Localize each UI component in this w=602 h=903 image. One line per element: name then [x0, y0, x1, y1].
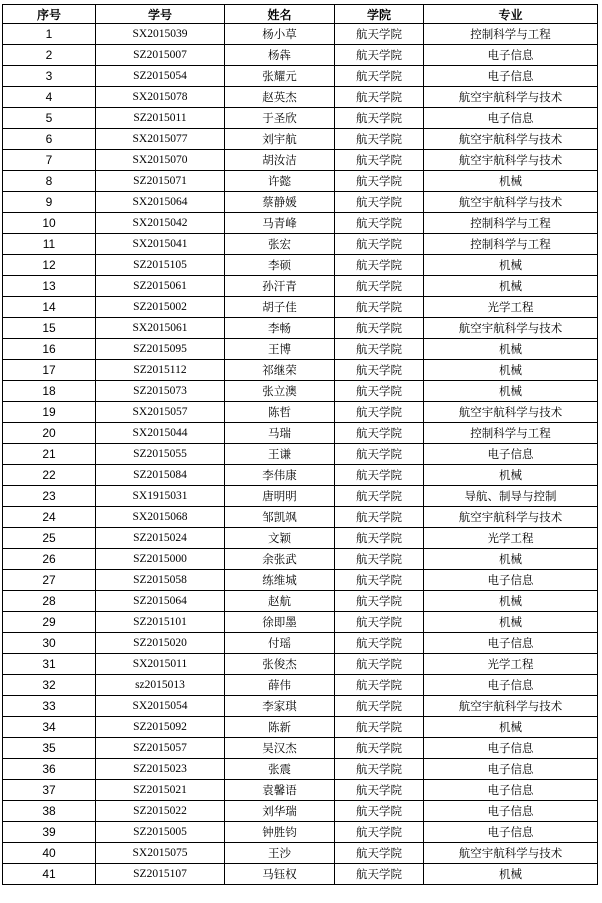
cell-index: 12 [3, 255, 96, 276]
cell-major: 机械 [424, 864, 598, 885]
cell-major: 控制科学与工程 [424, 234, 598, 255]
cell-name: 李硕 [225, 255, 335, 276]
table-row [3, 864, 598, 885]
cell-name: 付瑶 [225, 633, 335, 654]
cell-major: 航空宇航科学与技术 [424, 402, 598, 423]
cell-college: 航天学院 [335, 780, 424, 801]
cell-major: 控制科学与工程 [424, 423, 598, 444]
cell-index: 37 [3, 780, 96, 801]
cell-major: 机械 [424, 465, 598, 486]
cell-name: 赵航 [225, 591, 335, 612]
cell-major: 电子信息 [424, 822, 598, 843]
cell-college: 航天学院 [335, 255, 424, 276]
cell-college: 航天学院 [335, 444, 424, 465]
cell-college: 航天学院 [335, 360, 424, 381]
cell-college: 航天学院 [335, 423, 424, 444]
cell-student-id: SZ2015073 [96, 381, 225, 402]
cell-index: 25 [3, 528, 96, 549]
cell-student-id: SZ2015112 [96, 360, 225, 381]
cell-index: 14 [3, 297, 96, 318]
cell-name: 李家琪 [225, 696, 335, 717]
cell-index: 38 [3, 801, 96, 822]
cell-college: 航天学院 [335, 150, 424, 171]
cell-major: 机械 [424, 360, 598, 381]
cell-major: 电子信息 [424, 66, 598, 87]
cell-college: 航天学院 [335, 234, 424, 255]
cell-major: 机械 [424, 549, 598, 570]
table-row [3, 591, 598, 612]
cell-student-id: SZ2015054 [96, 66, 225, 87]
cell-major: 电子信息 [424, 444, 598, 465]
cell-name: 胡子佳 [225, 297, 335, 318]
cell-name: 孙汗青 [225, 276, 335, 297]
cell-student-id: SZ2015007 [96, 45, 225, 66]
cell-index: 2 [3, 45, 96, 66]
cell-index: 5 [3, 108, 96, 129]
cell-name: 陈哲 [225, 402, 335, 423]
table-row [3, 234, 598, 255]
table-row [3, 612, 598, 633]
cell-college: 航天学院 [335, 381, 424, 402]
cell-name: 祁继荣 [225, 360, 335, 381]
cell-major: 机械 [424, 255, 598, 276]
cell-major: 电子信息 [424, 738, 598, 759]
cell-index: 10 [3, 213, 96, 234]
table-row [3, 570, 598, 591]
cell-student-id: SZ2015023 [96, 759, 225, 780]
cell-student-id: SZ2015011 [96, 108, 225, 129]
cell-college: 航天学院 [335, 192, 424, 213]
cell-name: 李畅 [225, 318, 335, 339]
cell-index: 40 [3, 843, 96, 864]
cell-name: 张耀元 [225, 66, 335, 87]
cell-index: 26 [3, 549, 96, 570]
cell-major: 机械 [424, 591, 598, 612]
cell-name: 文颖 [225, 528, 335, 549]
table-row [3, 360, 598, 381]
cell-name: 刘宇航 [225, 129, 335, 150]
table-row [3, 843, 598, 864]
table-row [3, 402, 598, 423]
cell-student-id: SX2015041 [96, 234, 225, 255]
table-row [3, 276, 598, 297]
header-college: 学院 [335, 5, 424, 24]
cell-name: 张俊杰 [225, 654, 335, 675]
cell-college: 航天学院 [335, 570, 424, 591]
cell-major: 电子信息 [424, 570, 598, 591]
student-list-sheet [2, 4, 598, 885]
cell-name: 张立澳 [225, 381, 335, 402]
cell-student-id: SX2015039 [96, 24, 225, 45]
cell-student-id: SZ2015021 [96, 780, 225, 801]
cell-index: 15 [3, 318, 96, 339]
cell-major: 机械 [424, 612, 598, 633]
cell-name: 陈新 [225, 717, 335, 738]
table-header-row [3, 5, 598, 24]
cell-major: 航空宇航科学与技术 [424, 696, 598, 717]
cell-major: 机械 [424, 381, 598, 402]
cell-student-id: SX2015054 [96, 696, 225, 717]
cell-name: 胡汝洁 [225, 150, 335, 171]
cell-major: 电子信息 [424, 780, 598, 801]
header-major: 专业 [424, 5, 598, 24]
cell-major: 航空宇航科学与技术 [424, 150, 598, 171]
cell-name: 于圣欣 [225, 108, 335, 129]
cell-major: 航空宇航科学与技术 [424, 129, 598, 150]
cell-index: 30 [3, 633, 96, 654]
cell-student-id: SX2015042 [96, 213, 225, 234]
cell-student-id: SX2015068 [96, 507, 225, 528]
cell-student-id: SZ2015055 [96, 444, 225, 465]
cell-college: 航天学院 [335, 717, 424, 738]
cell-student-id: SX2015078 [96, 87, 225, 108]
cell-college: 航天学院 [335, 801, 424, 822]
cell-major: 航空宇航科学与技术 [424, 843, 598, 864]
cell-index: 22 [3, 465, 96, 486]
cell-student-id: SZ2015058 [96, 570, 225, 591]
cell-name: 刘华瑞 [225, 801, 335, 822]
cell-college: 航天学院 [335, 612, 424, 633]
cell-college: 航天学院 [335, 549, 424, 570]
cell-student-id: SZ2015107 [96, 864, 225, 885]
cell-student-id: SZ2015002 [96, 297, 225, 318]
cell-major: 航空宇航科学与技术 [424, 507, 598, 528]
table-body [3, 24, 598, 885]
cell-major: 机械 [424, 171, 598, 192]
table-row [3, 318, 598, 339]
table-row [3, 759, 598, 780]
cell-major: 机械 [424, 339, 598, 360]
cell-student-id: SZ2015022 [96, 801, 225, 822]
table-row [3, 696, 598, 717]
cell-college: 航天学院 [335, 675, 424, 696]
cell-major: 电子信息 [424, 45, 598, 66]
cell-index: 16 [3, 339, 96, 360]
cell-student-id: SZ2015071 [96, 171, 225, 192]
cell-name: 袁馨语 [225, 780, 335, 801]
table-row [3, 801, 598, 822]
cell-index: 20 [3, 423, 96, 444]
table-row [3, 675, 598, 696]
table-row [3, 87, 598, 108]
cell-college: 航天学院 [335, 297, 424, 318]
table-row [3, 381, 598, 402]
cell-name: 钟胜钧 [225, 822, 335, 843]
cell-college: 航天学院 [335, 528, 424, 549]
cell-major: 航空宇航科学与技术 [424, 192, 598, 213]
table-row [3, 24, 598, 45]
cell-index: 3 [3, 66, 96, 87]
table-row [3, 213, 598, 234]
cell-name: 邹凯飒 [225, 507, 335, 528]
cell-college: 航天学院 [335, 108, 424, 129]
cell-name: 马青峰 [225, 213, 335, 234]
cell-major: 光学工程 [424, 654, 598, 675]
table-row [3, 486, 598, 507]
cell-college: 航天学院 [335, 24, 424, 45]
cell-index: 1 [3, 24, 96, 45]
cell-student-id: SZ2015084 [96, 465, 225, 486]
header-name: 姓名 [225, 5, 335, 24]
table-row [3, 654, 598, 675]
cell-index: 31 [3, 654, 96, 675]
cell-college: 航天学院 [335, 402, 424, 423]
cell-index: 33 [3, 696, 96, 717]
cell-college: 航天学院 [335, 171, 424, 192]
cell-index: 21 [3, 444, 96, 465]
table-row [3, 507, 598, 528]
cell-student-id: SZ2015092 [96, 717, 225, 738]
cell-college: 航天学院 [335, 486, 424, 507]
cell-name: 徐即墨 [225, 612, 335, 633]
cell-student-id: SX2015044 [96, 423, 225, 444]
cell-index: 28 [3, 591, 96, 612]
cell-college: 航天学院 [335, 696, 424, 717]
cell-index: 27 [3, 570, 96, 591]
cell-index: 24 [3, 507, 96, 528]
student-table [2, 4, 598, 885]
table-row [3, 129, 598, 150]
cell-major: 电子信息 [424, 108, 598, 129]
cell-name: 吴汉杰 [225, 738, 335, 759]
cell-college: 航天学院 [335, 633, 424, 654]
cell-college: 航天学院 [335, 843, 424, 864]
cell-index: 13 [3, 276, 96, 297]
cell-name: 王博 [225, 339, 335, 360]
cell-college: 航天学院 [335, 318, 424, 339]
cell-college: 航天学院 [335, 66, 424, 87]
cell-index: 17 [3, 360, 96, 381]
cell-index: 29 [3, 612, 96, 633]
cell-student-id: SZ2015057 [96, 738, 225, 759]
table-row [3, 717, 598, 738]
cell-college: 航天学院 [335, 759, 424, 780]
cell-name: 李伟康 [225, 465, 335, 486]
cell-major: 控制科学与工程 [424, 213, 598, 234]
cell-student-id: SX2015057 [96, 402, 225, 423]
table-row [3, 339, 598, 360]
cell-index: 8 [3, 171, 96, 192]
cell-student-id: SX2015061 [96, 318, 225, 339]
table-row [3, 528, 598, 549]
table-row [3, 738, 598, 759]
cell-student-id: SX2015075 [96, 843, 225, 864]
cell-name: 王沙 [225, 843, 335, 864]
cell-major: 光学工程 [424, 528, 598, 549]
table-row [3, 423, 598, 444]
cell-major: 光学工程 [424, 297, 598, 318]
cell-college: 航天学院 [335, 507, 424, 528]
cell-index: 34 [3, 717, 96, 738]
cell-name: 杨犇 [225, 45, 335, 66]
cell-college: 航天学院 [335, 45, 424, 66]
table-row [3, 192, 598, 213]
table-row [3, 780, 598, 801]
cell-student-id: sz2015013 [96, 675, 225, 696]
cell-major: 控制科学与工程 [424, 24, 598, 45]
cell-major: 电子信息 [424, 675, 598, 696]
table-row [3, 633, 598, 654]
cell-college: 航天学院 [335, 864, 424, 885]
cell-student-id: SZ2015005 [96, 822, 225, 843]
cell-college: 航天学院 [335, 654, 424, 675]
cell-index: 32 [3, 675, 96, 696]
table-row [3, 171, 598, 192]
cell-major: 机械 [424, 276, 598, 297]
cell-name: 许懿 [225, 171, 335, 192]
cell-name: 薛伟 [225, 675, 335, 696]
table-row [3, 822, 598, 843]
cell-college: 航天学院 [335, 129, 424, 150]
cell-student-id: SZ2015020 [96, 633, 225, 654]
cell-college: 航天学院 [335, 822, 424, 843]
cell-index: 11 [3, 234, 96, 255]
cell-name: 赵英杰 [225, 87, 335, 108]
cell-major: 电子信息 [424, 801, 598, 822]
cell-college: 航天学院 [335, 465, 424, 486]
cell-name: 练维城 [225, 570, 335, 591]
table-row [3, 549, 598, 570]
table-row [3, 45, 598, 66]
table-row [3, 108, 598, 129]
cell-student-id: SZ2015095 [96, 339, 225, 360]
cell-index: 6 [3, 129, 96, 150]
cell-name: 张震 [225, 759, 335, 780]
cell-student-id: SX2015011 [96, 654, 225, 675]
cell-index: 23 [3, 486, 96, 507]
header-index: 序号 [3, 5, 96, 24]
cell-student-id: SZ2015024 [96, 528, 225, 549]
table-row [3, 444, 598, 465]
cell-student-id: SZ2015101 [96, 612, 225, 633]
table-row [3, 150, 598, 171]
cell-index: 4 [3, 87, 96, 108]
cell-major: 航空宇航科学与技术 [424, 318, 598, 339]
cell-college: 航天学院 [335, 738, 424, 759]
cell-name: 马瑞 [225, 423, 335, 444]
cell-index: 7 [3, 150, 96, 171]
cell-index: 41 [3, 864, 96, 885]
cell-student-id: SX2015077 [96, 129, 225, 150]
cell-name: 蔡静媛 [225, 192, 335, 213]
table-row [3, 297, 598, 318]
cell-name: 余张武 [225, 549, 335, 570]
cell-name: 唐明明 [225, 486, 335, 507]
table-row [3, 255, 598, 276]
table-row [3, 66, 598, 87]
cell-college: 航天学院 [335, 276, 424, 297]
cell-index: 19 [3, 402, 96, 423]
cell-name: 王谦 [225, 444, 335, 465]
cell-student-id: SX2015064 [96, 192, 225, 213]
cell-index: 9 [3, 192, 96, 213]
cell-name: 马钰权 [225, 864, 335, 885]
cell-index: 18 [3, 381, 96, 402]
cell-name: 杨小草 [225, 24, 335, 45]
cell-index: 39 [3, 822, 96, 843]
cell-index: 35 [3, 738, 96, 759]
cell-major: 电子信息 [424, 633, 598, 654]
cell-student-id: SZ2015000 [96, 549, 225, 570]
cell-major: 航空宇航科学与技术 [424, 87, 598, 108]
header-student-id: 学号 [96, 5, 225, 24]
cell-college: 航天学院 [335, 213, 424, 234]
cell-index: 36 [3, 759, 96, 780]
cell-student-id: SX2015070 [96, 150, 225, 171]
cell-student-id: SZ2015064 [96, 591, 225, 612]
cell-major: 机械 [424, 717, 598, 738]
cell-college: 航天学院 [335, 339, 424, 360]
cell-student-id: SZ2015105 [96, 255, 225, 276]
cell-major: 导航、制导与控制 [424, 486, 598, 507]
cell-name: 张宏 [225, 234, 335, 255]
cell-college: 航天学院 [335, 87, 424, 108]
cell-student-id: SZ2015061 [96, 276, 225, 297]
cell-college: 航天学院 [335, 591, 424, 612]
cell-student-id: SX1915031 [96, 486, 225, 507]
cell-major: 电子信息 [424, 759, 598, 780]
table-row [3, 465, 598, 486]
